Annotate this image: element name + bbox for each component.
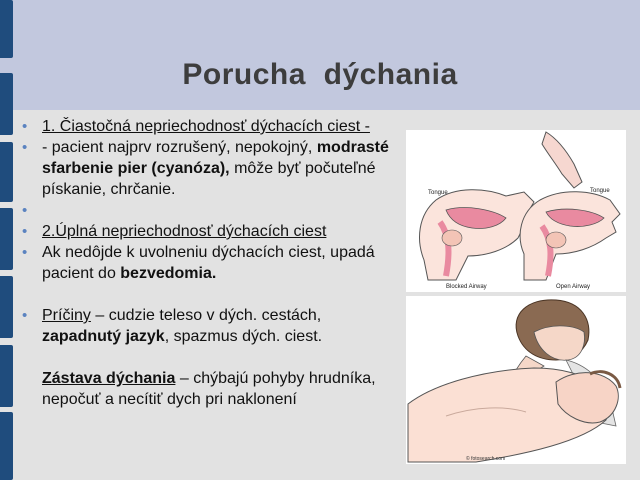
bullet-icon: • (22, 139, 28, 156)
bullet-item-empty (22, 200, 397, 221)
slide-edge-tab (0, 142, 13, 202)
respiratory-arrest-label: Zástava dýchania (42, 370, 176, 387)
complete-obstruction-heading: 2.Úplná nepriechodnosť dýchacích ciest (42, 223, 327, 240)
bullet-item (22, 137, 397, 200)
unconsciousness-text: Ak nedôjde k uvolneniu dýchacích ciest, upadá pacient do (42, 244, 375, 282)
spasm-text: , spazmus dých. ciest. (164, 328, 323, 345)
paragraph (22, 368, 397, 410)
bullet-item (22, 116, 397, 137)
bullet-icon: • (22, 307, 28, 324)
slide-header (0, 0, 640, 110)
slide-title: Porucha dýchania (182, 58, 458, 91)
open-airway-caption: Open Airway (556, 284, 591, 290)
unconsciousness-bold: bezvedomia. (120, 265, 217, 282)
slide-edge-tab (0, 208, 13, 270)
bullet-icon: • (22, 223, 28, 240)
blocked-airway-caption: Blocked Airway (446, 284, 487, 290)
tongue-label: Tongue (428, 190, 448, 196)
bullet-item (22, 242, 397, 284)
causes-text: – cudzie teleso v dých. cestách, (90, 307, 322, 324)
watermark-text: © fotosearch.com (466, 456, 506, 462)
partial-obstruction-heading: 1. Čiastočná nepriechodnosť dýchacích ciest - (42, 118, 370, 135)
symptom-text: - pacient najprv rozrušený, nepokojný, (42, 139, 317, 156)
slide-edge-tab (0, 345, 13, 407)
rescuer-checking-breath-image (406, 296, 626, 464)
airway-diagram-image (406, 130, 626, 292)
bullet-item (22, 305, 397, 347)
respiratory-arrest-text: – chýbajú pohyby hrudníka, nepočuť a necítiť dych pri naklonení (42, 370, 376, 408)
bullet-list (22, 116, 397, 410)
bullet-icon: • (22, 244, 28, 261)
bullet-item (22, 221, 397, 242)
bullet-icon: • (22, 118, 28, 135)
slide-edge-tab (0, 0, 13, 58)
bullet-icon: • (22, 202, 28, 219)
cyanosis-text: modrasté sfarbenie pier (cyanóza), (42, 139, 389, 177)
tongue-label: Tongue (590, 188, 610, 194)
slide-edge-tab (0, 276, 13, 338)
spacer (22, 284, 397, 305)
tongue-text: zapadnutý jazyk (42, 328, 165, 345)
slide-edge-tab (0, 412, 13, 480)
spacer (22, 347, 397, 368)
wheezing-text: môže byť počuteľné pískanie, chrčanie. (42, 160, 376, 198)
causes-label: Príčiny (42, 307, 91, 324)
